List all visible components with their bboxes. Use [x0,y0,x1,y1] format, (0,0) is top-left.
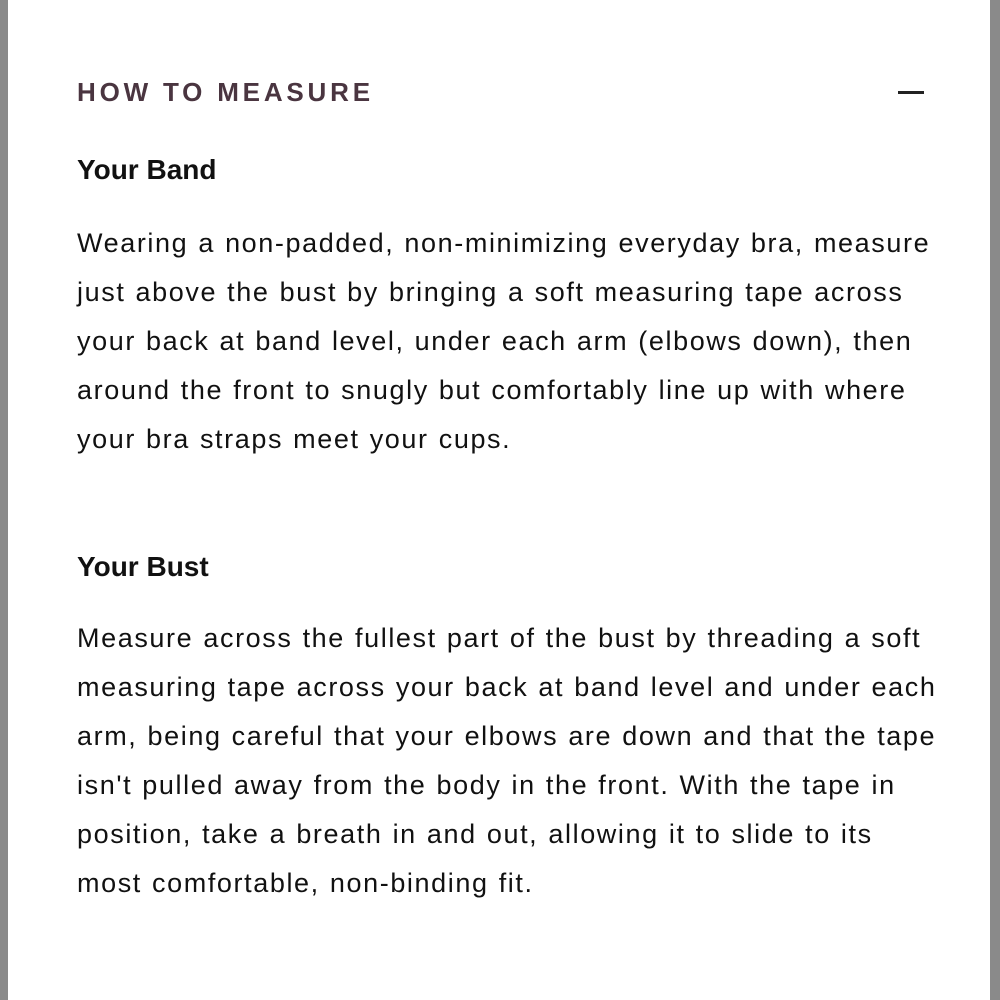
bust-instructions: Measure across the fullest part of the bust by threading a soft measuring tape across your back at band level and under each arm, being careful that your elbows are down and that the tape isn't pulled away from the body in the front. With the tape in position, take a breath in and out, allowing it to slide to its most comfortable, non-binding fit. [77,622,937,898]
accordion-title: HOW TO MEASURE [77,76,374,107]
band-section [77,153,947,464]
band-heading: Your Band [77,154,217,185]
band-instructions: Wearing a non-padded, non-minimizing everyday bra, measure just above the bust by bringing a soft measuring tape across your back at band level, under each arm (elbows down), then around the front to snugly but comfortably line up with where your bra straps meet your cups. [77,227,931,454]
how-to-measure-panel [8,0,990,1000]
minus-icon[interactable] [897,82,925,102]
accordion-header-how-to-measure[interactable] [77,74,925,110]
bust-section [77,550,947,908]
minus-icon-bar [898,91,924,94]
bust-heading: Your Bust [77,551,209,582]
